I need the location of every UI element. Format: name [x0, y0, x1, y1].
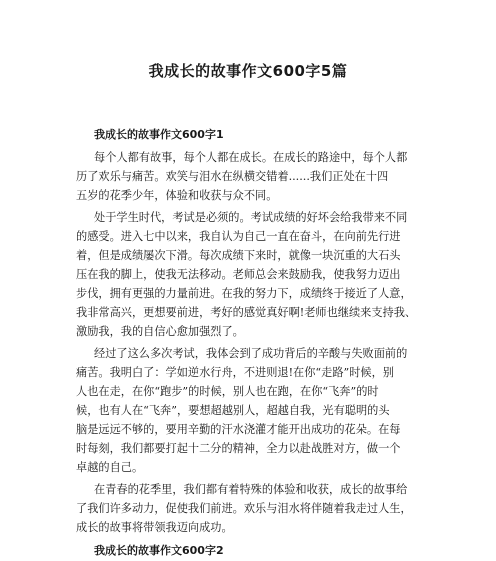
paragraph-line: 历了欢乐与痛苦。欢笑与泪水在纵横交错着......我们正处在十四 — [76, 170, 389, 183]
paragraph-line: 人也在走，在你“跑步”的时候，别人也在跑，在你“飞奔”的时 — [76, 385, 379, 398]
paragraph-line: 痛苦。我明白了：学如逆水行舟，不进则退!在你“走路”时候，别 — [76, 366, 394, 379]
paragraph-line: 经过了这么多次考试，我体会到了成功背后的辛酸与失败面前的 — [94, 347, 408, 360]
section-heading-2: 我成长的故事作文600字2 — [94, 544, 224, 557]
paragraph-line: 五岁的花季少年，体验和收获与众不同。 — [76, 189, 278, 202]
page-title: 我成长的故事作文600字5篇 — [148, 62, 348, 80]
paragraph-line: 的感受。进入七中以来，我自认为自己一直在奋斗，在向前先行进 — [76, 230, 401, 243]
paragraph-line: 步伐，拥有更强的力量前进。在我的努力下，成绩终于接近了人意， — [76, 287, 412, 300]
paragraph-line: 激励我，我的自信心愈加强烈了。 — [76, 325, 244, 338]
paragraph-line: 压在我的脚上，使我无法移动。老师总会来鼓励我，使我努力迈出 — [76, 268, 401, 281]
paragraph-line: 我非常高兴，更想要前进，考好的感觉真好啊!老师也继续来支持我、 — [76, 306, 417, 319]
paragraph-line: 卓越的自己。 — [76, 461, 144, 474]
paragraph-line: 成长的故事将带领我迈向成功。 — [76, 521, 233, 534]
paragraph-line: 每个人都有故事，每个人都在成长。在成长的路途中，每个人都 — [94, 151, 408, 164]
paragraph-line: 在青春的花季里，我们都有着特殊的体验和收获，成长的故事给 — [94, 483, 408, 496]
section-heading-1: 我成长的故事作文600字1 — [94, 128, 224, 141]
paragraph-line: 着，但是成绩屡次下滑。每次成绩下来时，就像一块沉重的大石头 — [76, 249, 401, 262]
paragraph-line: 处于学生时代，考试是必须的。考试成绩的好坏会给我带来不同 — [94, 211, 408, 224]
paragraph-line: 时每刻，我们都要打起十二分的精神，全力以赴战胜对方，做一个 — [76, 442, 401, 455]
paragraph-line: 脑是远远不够的，要用辛勤的汗水浇灌才能开出成功的花朵。在每 — [76, 423, 401, 436]
paragraph-line: 了我们许多动力，促使我们前进。欢乐与泪水将伴随着我走过人生， — [76, 502, 412, 515]
paragraph-line: 候，也有人在“飞奔”，要想超越别人，超越自我，光有聪明的头 — [76, 404, 390, 417]
